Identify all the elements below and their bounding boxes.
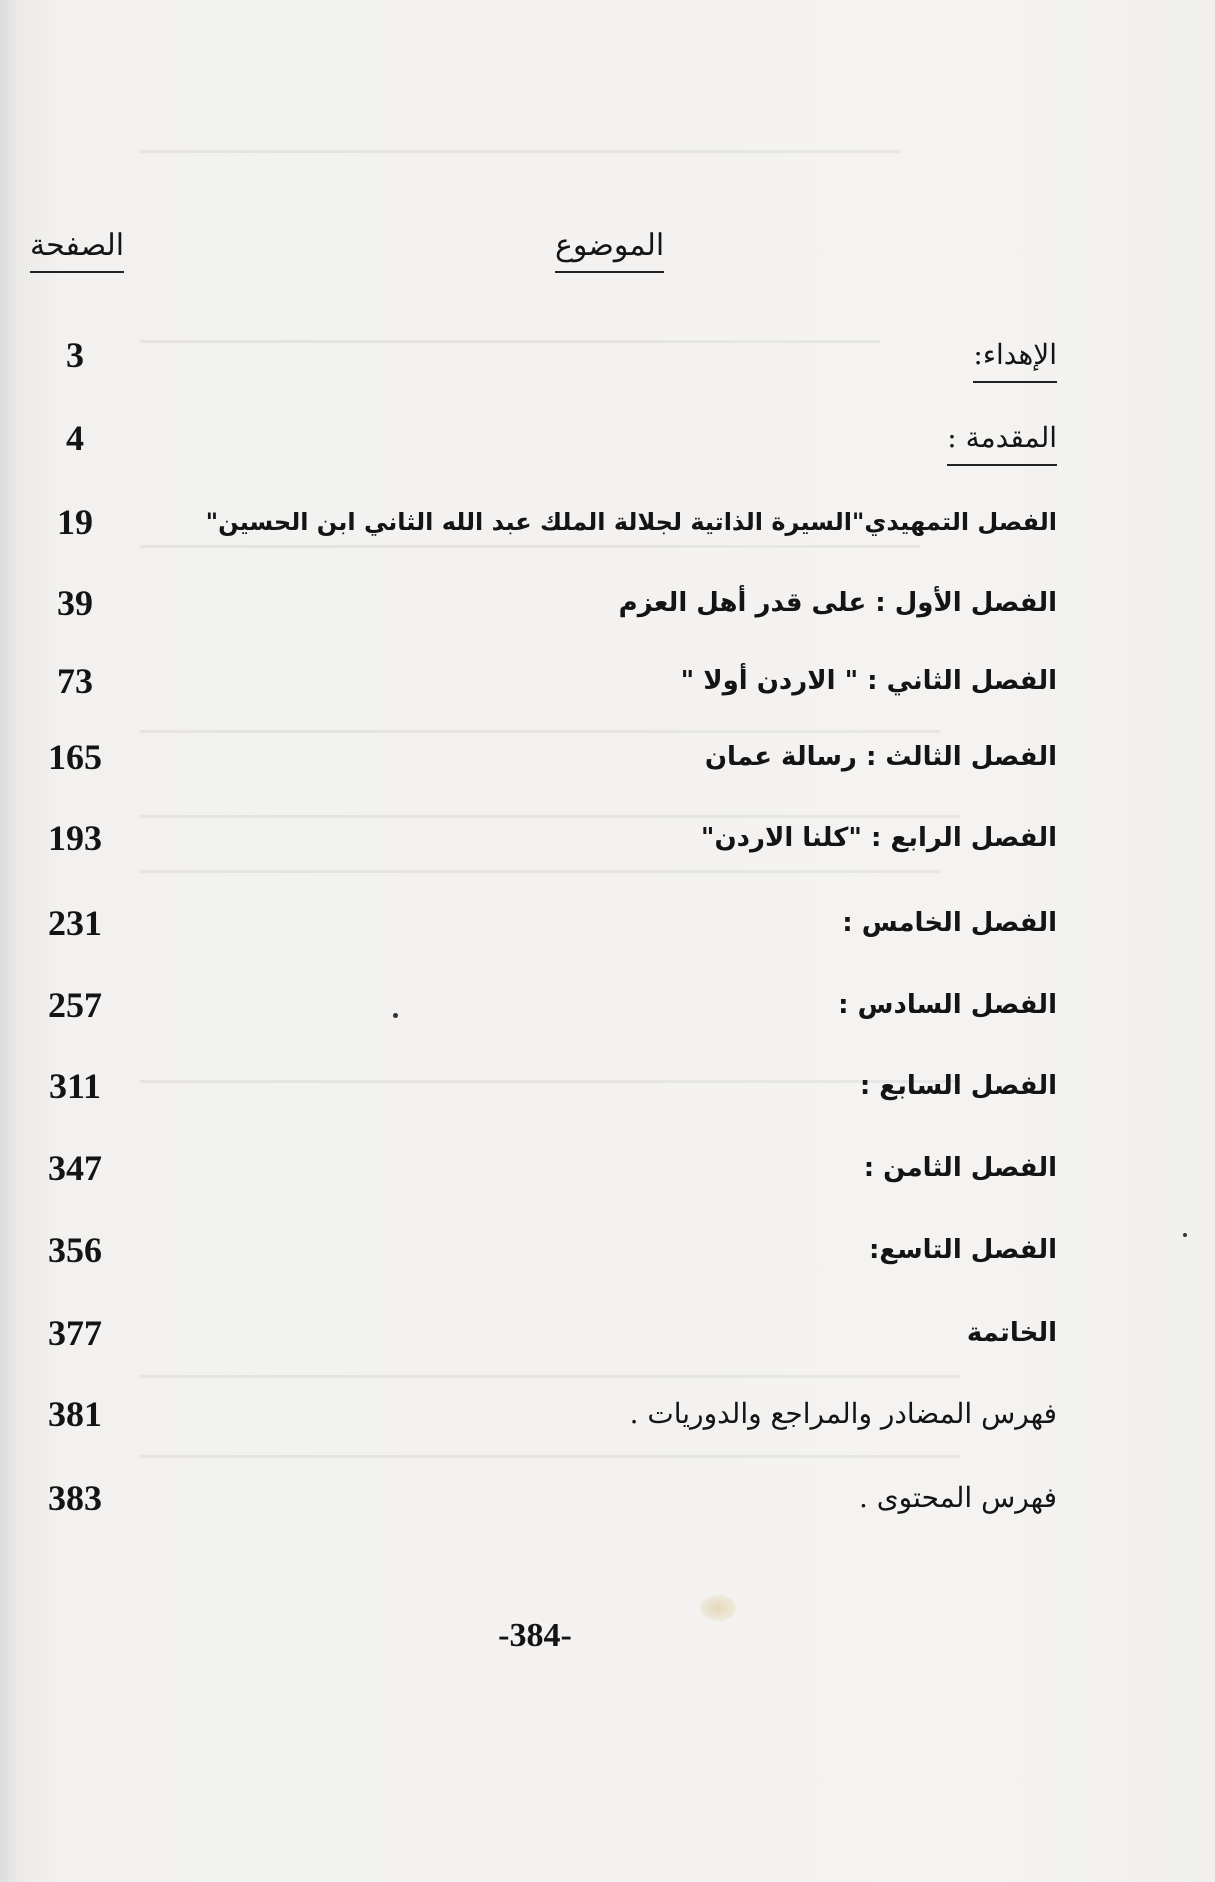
toc-entry-title: فهرس المحتوى . [858, 1481, 1057, 1514]
paper-stain [700, 1595, 736, 1621]
bleed-through-line [140, 150, 900, 153]
toc-row [0, 903, 1215, 963]
toc-row [0, 1478, 1215, 1538]
toc-entry-page: 381 [48, 1394, 102, 1434]
toc-entry-page: 257 [48, 985, 102, 1025]
toc-entry-title: المقدمة : [947, 418, 1057, 466]
ink-speck [393, 1013, 398, 1018]
toc-row [0, 1148, 1215, 1208]
toc-entry-page: 39 [57, 583, 93, 623]
toc-row [0, 502, 1215, 562]
toc-row [0, 1394, 1215, 1454]
toc-entry-title: فهرس المضادر والمراجع والدوريات . [629, 1397, 1057, 1430]
toc-row [0, 818, 1215, 878]
toc-entry-page: 383 [48, 1478, 102, 1518]
toc-row [0, 1313, 1215, 1373]
toc-row [0, 737, 1215, 797]
toc-entry-page: 311 [48, 1066, 101, 1106]
toc-entry-title: الفصل التمهيدي"السيرة الذاتية لجلالة الملك عبد الله الثاني ابن الحسين" [205, 508, 1057, 536]
toc-entry-page: 377 [48, 1313, 102, 1353]
toc-entry-title: الفصل السابع : [859, 1071, 1057, 1101]
toc-entry-title: الفصل الثالث : رسالة عمان [704, 742, 1057, 772]
toc-entry-page: 4 [66, 418, 84, 458]
bleed-through-line [140, 1375, 960, 1378]
toc-entry-page: 19 [57, 502, 93, 542]
toc-entry-title: الفصل السادس : [838, 990, 1057, 1020]
bleed-through-line [140, 1455, 960, 1458]
page-column-header: الصفحة [30, 228, 124, 273]
toc-entry-title: الإهداء: [973, 335, 1057, 383]
toc-entry-page: 3 [66, 335, 84, 375]
toc-row [0, 985, 1215, 1045]
toc-row [0, 418, 1215, 478]
toc-entry-page: 356 [48, 1230, 102, 1270]
toc-row [0, 335, 1215, 395]
bleed-through-line [140, 730, 940, 733]
toc-row [0, 661, 1215, 721]
toc-entry-title: الفصل الثامن : [863, 1153, 1057, 1183]
toc-entry-page: 73 [57, 661, 93, 701]
toc-entry-title: الفصل التاسع: [868, 1235, 1057, 1265]
toc-row [0, 1230, 1215, 1290]
toc-row [0, 583, 1215, 643]
topic-column-header: الموضوع [555, 228, 664, 273]
toc-entry-title: الفصل الأول : على قدر أهل العزم [618, 588, 1057, 618]
toc-entry-page: 193 [48, 818, 102, 858]
toc-entry-page: 231 [48, 903, 102, 943]
toc-entry-title: الفصل الخامس : [842, 908, 1057, 938]
page-number: -384- [498, 1617, 572, 1654]
toc-entry-page: 165 [48, 737, 102, 777]
toc-entry-title: الخاتمة [966, 1318, 1057, 1348]
toc-entry-page: 347 [48, 1148, 102, 1188]
ink-speck [1183, 1233, 1187, 1237]
toc-row [0, 1066, 1215, 1126]
toc-entry-title: الفصل الرابع : "كلنا الاردن" [700, 823, 1057, 853]
toc-entry-title: الفصل الثاني : " الاردن أولا " [680, 666, 1057, 696]
